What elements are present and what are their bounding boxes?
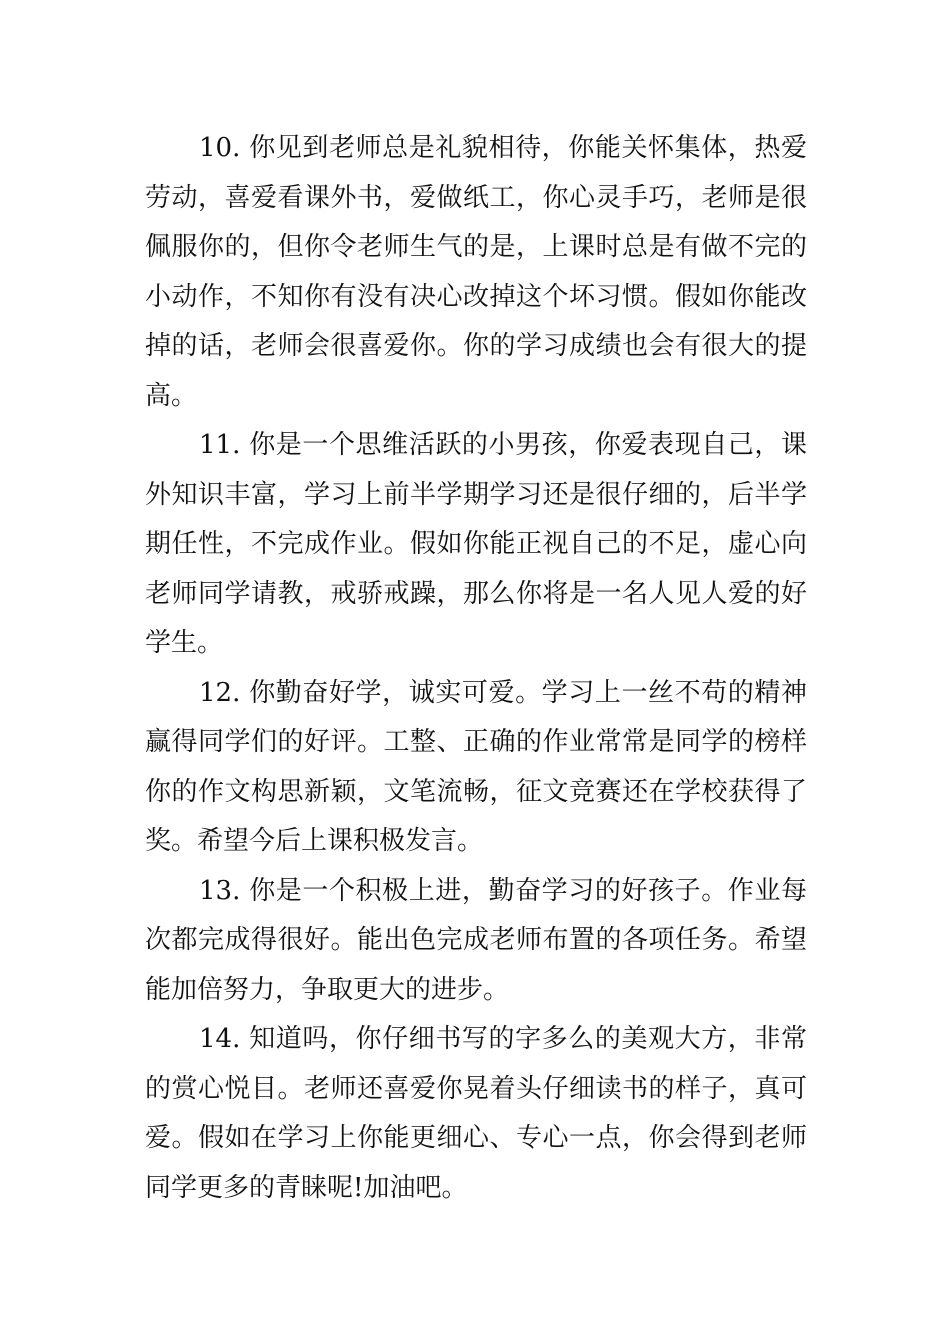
comment-paragraph-14: 14. 知道吗，你仔细书写的字多么的美观大方，非常的赏心悦目。老师还喜爱你晃着头仔细读书的样子，真可爱。假如在学习上你能更细心、专心一点，你会得到老师同学更多的青睐呢!加油吧。: [145, 1024, 807, 1203]
comment-paragraph-11: 11. 你是一个思维活跃的小男孩，你爱表现自己，课外知识丰富，学习上前半学期学习还是很仔细的，后半学期任性，不完成作业。假如你能正视自己的不足，虚心向老师同学请教，戒骄戒躁，那么你将是一名人见人爱的好学生。: [145, 430, 807, 658]
document-body: [145, 124, 807, 1213]
comment-paragraph-10: 10. 你见到老师总是礼貌相待，你能关怀集体，热爱劳动，喜爱看课外书，爱做纸工，你心灵手巧，老师是很佩服你的，但你令老师生气的是，上课时总是有做不完的小动作，不知你有没有决心改掉这个坏习惯。假如你能改掉的话，老师会很喜爱你。你的学习成绩也会有很大的提高。: [145, 133, 807, 411]
comment-paragraph-12: 12. 你勤奋好学，诚实可爱。学习上一丝不苟的精神赢得同学们的好评。工整、正确的作业常常是同学的榜样你的作文构思新颖，文笔流畅，征文竞赛还在学校获得了奖。希望今后上课积极发言。: [145, 677, 807, 856]
comment-paragraph-13: 13. 你是一个积极上进，勤奋学习的好孩子。作业每次都完成得很好。能出色完成老师布置的各项任务。希望能加倍努力，争取更大的进步。: [145, 875, 807, 1005]
